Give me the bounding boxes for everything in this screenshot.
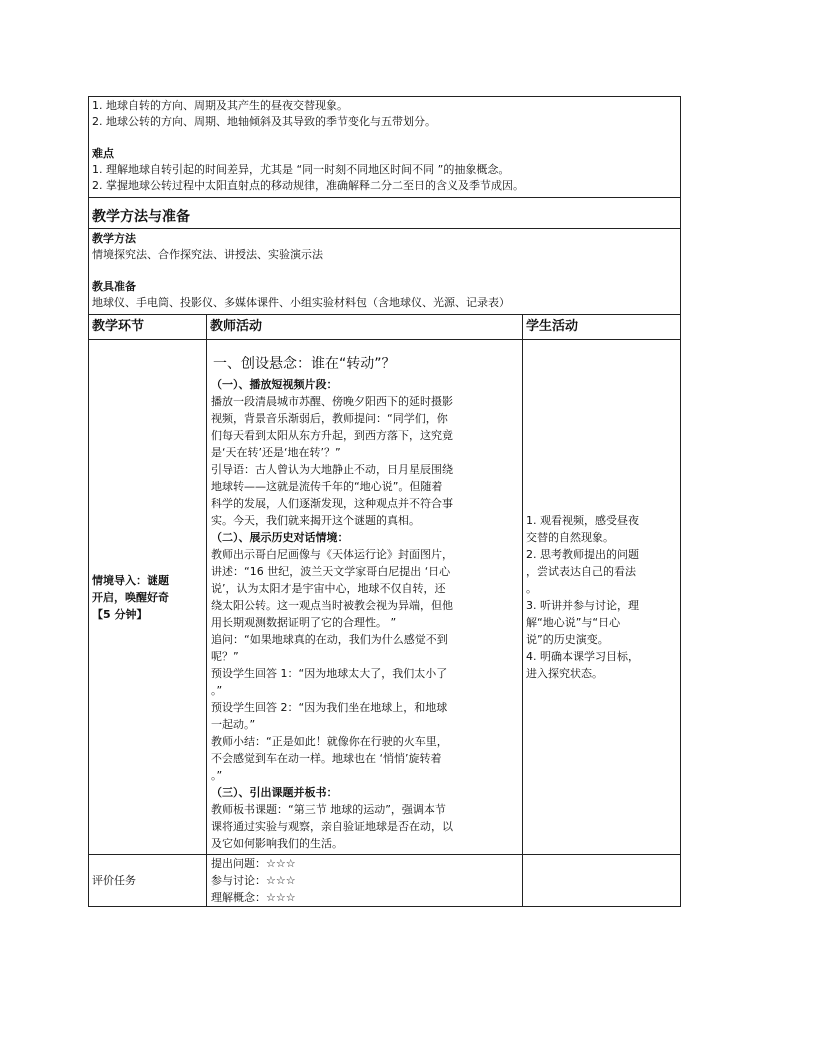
teacher-line: 。” xyxy=(211,684,223,697)
student-line: 说”的历史演变。 xyxy=(526,633,609,646)
evaluation-row xyxy=(89,855,681,907)
lesson-plan-table xyxy=(88,96,681,907)
student-line: 交替的自然现象。 xyxy=(526,531,614,544)
teacher-subheading: （二）、展示历史对话情境： xyxy=(211,531,349,544)
student-line: 3. 听讲并参与讨论，理 xyxy=(526,599,639,612)
teacher-line: 用长期观测数据证明了它的合理性。 ” xyxy=(211,616,397,629)
evaluation-items xyxy=(207,855,523,907)
difficulty-heading: 难点 xyxy=(92,147,114,160)
activity-row xyxy=(89,340,681,855)
teacher-line: 视频，背景音乐渐弱后，教师提问：“同学们，你 xyxy=(211,412,448,425)
student-line: 进入探究状态。 xyxy=(526,667,603,680)
key-point-2: 2. 地球公转的方向、周期、地轴倾斜及其导致的季节变化与五带划分。 xyxy=(92,115,436,128)
evaluation-item-name: 理解概念： xyxy=(211,891,266,904)
student-line: 。 xyxy=(526,582,537,595)
teacher-line: 科学的发展，人们逐渐发现，这种观点并不符合事 xyxy=(211,497,453,510)
teacher-line: 一起动。” xyxy=(211,718,256,731)
teacher-line: 呢？” xyxy=(211,650,239,663)
teacher-line: 地球转——这就是流传千年的“地心说”。但随着 xyxy=(211,480,443,493)
teacher-line: 绕太阳公转。这一观点当时被教会视为异端，但他 xyxy=(211,599,453,612)
activity-header-row xyxy=(89,315,681,340)
tools-text: 地球仪、手电筒、投影仪、多媒体课件、小组实验材料包（含地球仪、光源、记录表） xyxy=(92,296,510,309)
student-line: 4. 明确本课学习目标， xyxy=(526,650,639,663)
evaluation-item-name: 提出问题： xyxy=(211,857,266,870)
teacher-line: 引导语：古人曾认为大地静止不动，日月星辰围绕 xyxy=(211,463,453,476)
teacher-activity-cell xyxy=(207,340,523,855)
teacher-subheading: （一）、播放短视频片段： xyxy=(211,378,338,391)
student-line: 1. 观看视频，感受昼夜 xyxy=(526,514,639,527)
methods-title-row xyxy=(89,198,681,229)
teacher-line: 课将通过实验与观察，亲自验证地球是否在动，以 xyxy=(211,820,453,833)
student-line: 解“地心说”与“日心 xyxy=(526,616,621,629)
teacher-line: 。” xyxy=(211,769,223,782)
lesson-plan-page xyxy=(88,96,680,907)
teacher-line: 教师板书课题：“第三节 地球的运动”，强调本节 xyxy=(211,803,446,816)
teacher-line: 讲述：“16 世纪，波兰天文学家哥白尼提出 ‘日心 xyxy=(211,565,451,578)
teacher-line: 们每天看到太阳从东方升起，到西方落下，这究竟 xyxy=(211,429,453,442)
methods-section-title: 教学方法与准备 xyxy=(89,198,681,229)
methods-text: 情境探究法、合作探究法、讲授法、实验演示法 xyxy=(92,248,323,261)
star-rating-icon: ☆☆☆ xyxy=(266,891,296,904)
teacher-activity-title: 一、创设悬念：谁在“转动”？ xyxy=(213,356,396,372)
teacher-line: 预设学生回答 1：“因为地球太大了，我们太小了 xyxy=(211,667,448,680)
difficulty-1: 1. 理解地球自转引起的时间差异，尤其是 “同一时刻不同地区时间不同 ”的抽象概念。 xyxy=(92,163,510,176)
tools-heading: 教具准备 xyxy=(92,280,136,293)
teacher-line: 播放一段清晨城市苏醒、傍晚夕阳西下的延时摄影 xyxy=(211,395,453,408)
star-rating-icon: ☆☆☆ xyxy=(266,857,296,870)
teacher-subheading: （三）、引出课题并板书： xyxy=(211,786,338,799)
evaluation-item-name: 参与讨论： xyxy=(211,874,266,887)
stage-line-3: 【5 分钟】 xyxy=(92,607,148,621)
stage-cell xyxy=(89,340,207,855)
teacher-line: 及它如何影响我们的生活。 xyxy=(211,837,343,850)
teacher-line: 追问：“如果地球真的在动，我们为什么感觉不到 xyxy=(211,633,448,646)
student-line: ，尝试表达自己的看法 xyxy=(526,565,636,578)
teacher-line: 实。今天，我们就来揭开这个谜题的真相。 xyxy=(211,514,420,527)
header-teacher: 教师活动 xyxy=(207,315,523,340)
evaluation-item xyxy=(211,855,519,872)
header-stage: 教学环节 xyxy=(89,315,207,340)
teacher-activity-lines xyxy=(211,376,519,852)
evaluation-item xyxy=(211,889,519,906)
student-line: 2. 思考教师提出的问题 xyxy=(526,548,639,561)
key-point-1: 1. 地球自转的方向、周期及其产生的昼夜交替现象。 xyxy=(92,99,348,112)
teacher-line: 教师出示哥白尼画像与《天体运行论》封面图片， xyxy=(211,548,453,561)
header-student: 学生活动 xyxy=(523,315,681,340)
evaluation-empty-cell xyxy=(523,855,681,907)
methods-row xyxy=(89,229,681,315)
teacher-line: 预设学生回答 2：“因为我们坐在地球上，和地球 xyxy=(211,701,448,714)
stage-line-1: 情境导入：谜题 xyxy=(92,573,169,587)
star-rating-icon: ☆☆☆ xyxy=(266,874,296,887)
teacher-line: 教师小结：“正是如此！就像你在行驶的火车里， xyxy=(211,735,448,748)
teacher-line: 不会感觉到车在动一样。地球也在 ‘悄悄’旋转着 xyxy=(211,752,442,765)
methods-heading: 教学方法 xyxy=(92,232,136,245)
teacher-line: 说’，认为太阳才是宇宙中心，地球不仅自转，还 xyxy=(211,582,446,595)
key-points-row xyxy=(89,97,681,198)
evaluation-label: 评价任务 xyxy=(89,855,207,907)
student-activity-lines xyxy=(526,512,677,682)
difficulty-2: 2. 掌握地球公转过程中太阳直射点的移动规律，准确解释二分二至日的含义及季节成因。 xyxy=(92,179,524,192)
student-activity-cell xyxy=(523,340,681,855)
teacher-line: 是‘天在转’还是‘地在转’？” xyxy=(211,446,341,459)
stage-line-2: 开启，唤醒好奇 xyxy=(92,590,169,604)
evaluation-item xyxy=(211,872,519,889)
